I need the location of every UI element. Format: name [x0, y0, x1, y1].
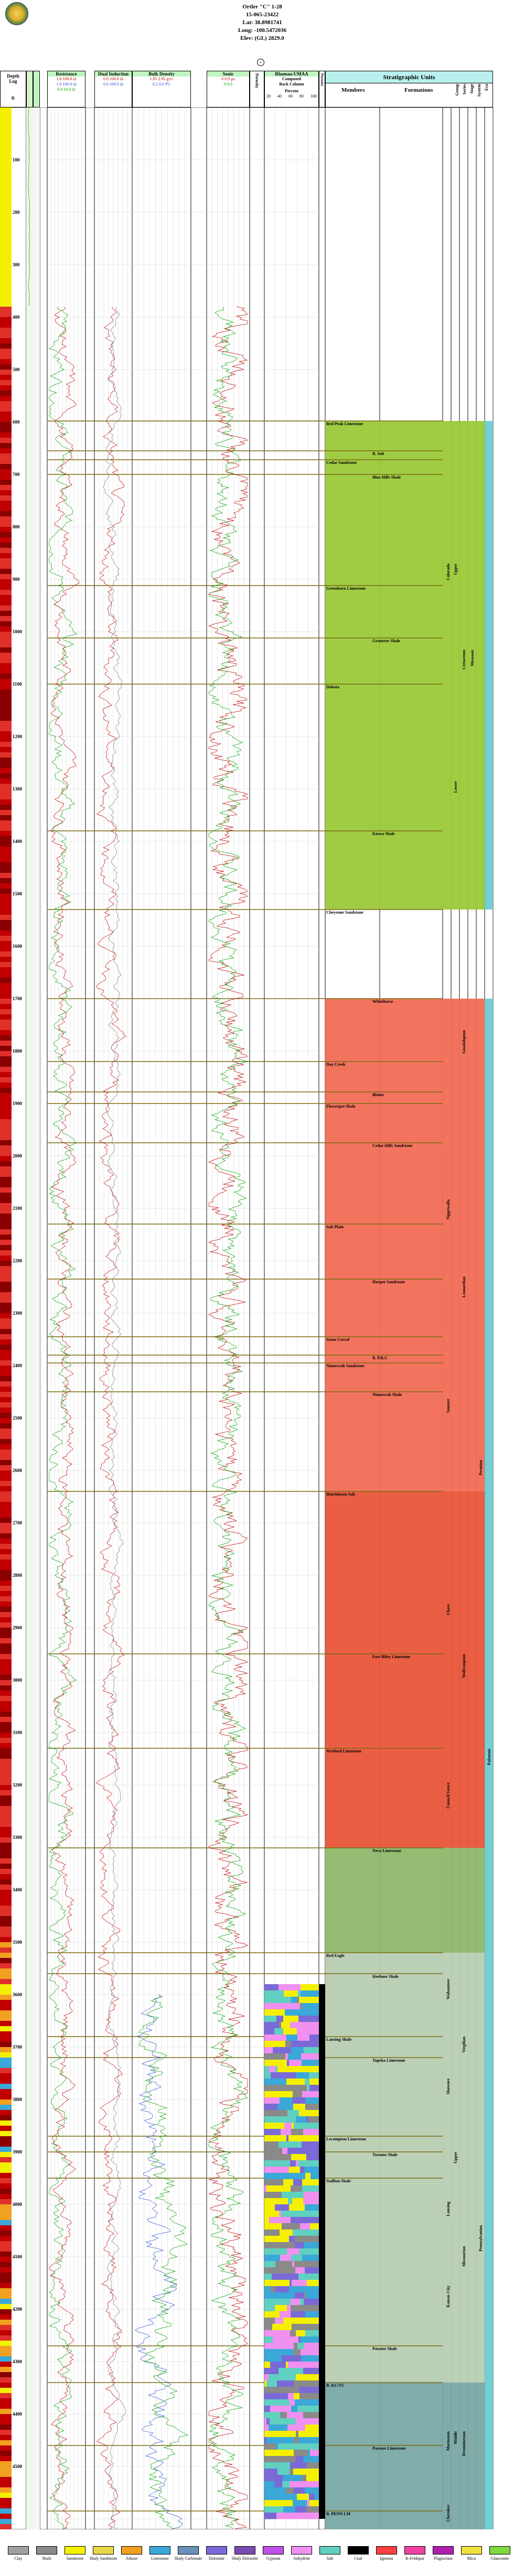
group-label: Kansas City — [446, 2286, 451, 2308]
legend-item — [372, 2546, 401, 2561]
resistance-header: Resistance 1.0 100.0 Ω 1.0 100.0 Ω 0.0 10.0 Ω — [47, 71, 85, 107]
legend-label: Plagioclase — [433, 2556, 453, 2561]
legend-swatch — [291, 2546, 312, 2555]
members-label: Members — [341, 87, 365, 93]
formation-label: Cedar Hills Sandstone — [372, 1143, 413, 1148]
formation-label: Ninnescah Shale — [372, 1392, 402, 1397]
legend-swatch — [461, 2546, 482, 2555]
legend-label: Dolomite — [208, 2556, 225, 2561]
group-label: Nippewalla — [446, 1199, 451, 1220]
well-elev: Elev: (GL) 2829.0 — [240, 35, 284, 41]
legend-item — [344, 2546, 372, 2561]
formation-label: B. PENN LM — [326, 2512, 350, 2516]
group-label: Leonardian — [462, 1276, 466, 1298]
rank-stage: Stage — [469, 84, 474, 94]
log-title: Log — [9, 79, 17, 84]
legend-swatch — [319, 2546, 340, 2555]
depth-unit: ft — [12, 95, 15, 101]
legend-label: Sandstone — [66, 2556, 84, 2561]
depth-tick-label: 4400 — [13, 2411, 22, 2417]
formation-label: Whitehorse — [372, 999, 393, 1004]
depth-tick-label: 4100 — [13, 2254, 22, 2259]
formation-label: Flowerpot Shale — [326, 1104, 356, 1109]
porosity-title: Porosity — [254, 73, 260, 89]
legend-label: Shaly Dolomite — [231, 2556, 259, 2561]
formation-label: Neva Limestone — [372, 1848, 401, 1853]
well-lat: Lat: 38.8981741 — [242, 19, 282, 26]
formation-label: B. P.R.C — [372, 1356, 388, 1360]
group-label: Lansing — [446, 2202, 451, 2216]
depth-tick-label: 100 — [13, 157, 20, 163]
rank-era: Era — [484, 84, 489, 91]
legend-item — [202, 2546, 231, 2561]
depth-tick-label: 200 — [13, 210, 20, 215]
legend-swatch — [121, 2546, 142, 2555]
formation-label: Ninnescah Sandstone — [326, 1363, 365, 1368]
depth-title: Depth — [7, 73, 19, 79]
formation-label: Blue Hills Shale — [372, 475, 401, 480]
rhomaa-scale-title: Percent — [284, 89, 299, 93]
depth-tick-label: 500 — [13, 367, 20, 372]
depth-tick-label: 3000 — [13, 1677, 22, 1683]
strat-labels — [0, 107, 514, 2529]
bulk-density-title: Bulk Density — [133, 71, 190, 77]
depth-tick-label: 3500 — [13, 1940, 22, 1945]
formation-label: B. Salt — [372, 451, 384, 456]
depth-tick-label: 3900 — [13, 2149, 22, 2155]
group-label: Sumner — [446, 1398, 451, 1413]
legend-item — [231, 2546, 259, 2561]
depth-tick-label: 700 — [13, 472, 20, 477]
legend-label: Coal — [354, 2556, 362, 2561]
legend-label: Clay — [14, 2556, 23, 2561]
group-label: Cherokee — [446, 2504, 451, 2522]
formation-label: Salt Plain — [326, 1225, 344, 1229]
depth-tick-label: 2400 — [13, 1363, 22, 1368]
formation-label: B. KC/TS — [326, 2383, 344, 2388]
legend-item — [4, 2546, 33, 2561]
depth-tick-label: 2200 — [13, 1258, 22, 1263]
legend-item — [174, 2546, 202, 2561]
legend-label: Glauconite — [490, 2556, 509, 2561]
formation-label: Blaine — [372, 1092, 384, 1097]
legend-item — [146, 2546, 174, 2561]
rank-group: Group — [455, 84, 459, 96]
depth-tick-label: 1600 — [13, 944, 22, 949]
well-info — [189, 3, 336, 42]
legend-item — [61, 2546, 89, 2561]
legend-label: Shaly Sandstone — [89, 2556, 117, 2561]
strat-title: Stratigraphic Units — [326, 71, 492, 83]
legend-item — [259, 2546, 287, 2561]
porosity-col-header: Porosity — [319, 71, 325, 107]
depth-tick-label: 3300 — [13, 1835, 22, 1840]
legend-swatch — [36, 2546, 57, 2555]
legend-label: Igneous — [380, 2556, 393, 2561]
formation-label: Greenhorn Limestone — [326, 586, 366, 591]
legend-swatch — [234, 2546, 255, 2555]
legend-swatch — [149, 2546, 170, 2555]
formation-label: Wreford Limestone — [326, 1749, 362, 1754]
depth-tick-label: 400 — [13, 315, 20, 320]
formation-label: Graneros Shale — [372, 638, 400, 643]
group-label: Upper — [453, 564, 458, 575]
formation-label: Red Eagle — [326, 1953, 345, 1958]
legend-swatch — [93, 2546, 114, 2555]
legend-swatch — [206, 2546, 227, 2555]
depth-tick-label: 3600 — [13, 1992, 22, 1997]
formation-label: Day Creek — [326, 1062, 346, 1067]
group-label: Pennsylvanian — [478, 2225, 483, 2252]
depth-tick-label: 3100 — [13, 1730, 22, 1735]
group-label: Cretaceous — [462, 650, 466, 670]
group-label: Mesozoic — [470, 650, 475, 666]
group-label: Shawnee — [446, 2079, 451, 2095]
legend-item — [429, 2546, 457, 2561]
cal-strip-header — [33, 71, 40, 107]
formation-label: Lansing Shale — [326, 2037, 352, 2042]
formation-label: Stone Corral — [326, 1337, 350, 1342]
depth-tick-label: 300 — [13, 262, 20, 267]
group-label: Council Grove — [446, 1782, 451, 1809]
kgs-logo — [5, 2, 28, 25]
formation-label: Harper Sandstone — [372, 1280, 405, 1284]
formation-label: Lecompton Limestone — [326, 2137, 367, 2141]
group-label: Desmoinesian — [462, 2431, 466, 2456]
legend-swatch — [8, 2546, 29, 2555]
depth-tick-label: 2600 — [13, 1468, 22, 1473]
depth-tick-label: 1900 — [13, 1101, 22, 1106]
depth-tick-label: 2900 — [13, 1625, 22, 1630]
bulk-density-header: Bulk Density 1.95 2.95 g/cc 0.2 0.0 PU — [132, 71, 191, 107]
depth-tick-label: 1000 — [13, 629, 22, 634]
group-label: Upper — [453, 2152, 458, 2163]
porosity-header — [250, 71, 264, 107]
formation-label: Pawnee Limestone — [372, 2446, 406, 2451]
depth-tick-label: 3200 — [13, 1782, 22, 1788]
depth-tick-label: 2800 — [13, 1573, 22, 1578]
legend-item — [89, 2546, 117, 2561]
depth-tick-label: 1800 — [13, 1048, 22, 1054]
depth-tick-label: 1300 — [13, 786, 22, 792]
sonic-title: Sonic — [207, 71, 249, 77]
gr-strip-header — [26, 71, 33, 107]
depth-tick-label: 600 — [13, 419, 20, 425]
depth-tick-label: 3700 — [13, 2044, 22, 2050]
formation-label: Fort Riley Limestone — [372, 1654, 411, 1659]
group-label: Colorado — [446, 564, 451, 580]
depth-tick-label: 2700 — [13, 1520, 22, 1525]
depth-tick-label: 900 — [13, 577, 20, 582]
legend-label: Gypsum — [266, 2556, 281, 2561]
legend-label: Shaly Carbonate — [174, 2556, 202, 2561]
legend-item — [316, 2546, 344, 2561]
legend-item — [287, 2546, 316, 2561]
depth-tick-label: 4300 — [13, 2359, 22, 2364]
group-label: Paleozoic — [487, 1748, 491, 1765]
legend-item — [33, 2546, 61, 2561]
formation-label: Cedar Sandstone — [326, 460, 357, 465]
rhomaa-umaa-header: Rhomaa-UMAA Computed Rock Column Percent 20 40 60 80 100 — [264, 71, 319, 107]
well-name: Ortler "C" 1-28 — [242, 4, 282, 10]
formation-label: Red Peak Limestone — [326, 421, 363, 426]
rank-system: System — [477, 84, 481, 97]
resistance-title: Resistance — [48, 71, 85, 77]
legend-swatch — [263, 2546, 284, 2555]
dual-induction-header: Dual Induction 0.0 100.0 Ω 0.0 100.0 Ω — [94, 71, 132, 107]
legend-label: Mica — [467, 2556, 476, 2561]
formation-label: Topeka Limestone — [372, 2058, 405, 2063]
legend-label: Arkose — [125, 2556, 138, 2561]
group-label: Wolfcampian — [462, 1654, 466, 1678]
group-label: Wabaunsee — [446, 1979, 451, 2000]
formation-label: Kiowa Shale — [372, 831, 395, 836]
group-label: Marmaton — [446, 2431, 451, 2451]
rhomaa-umaa-title: Rhomaa-UMAA — [265, 71, 318, 77]
group-label: Chase — [446, 1604, 451, 1615]
group-label: Lower — [453, 781, 458, 793]
group-label: Permian — [478, 1460, 483, 1476]
group-label: Guadalupian — [462, 1030, 466, 1054]
legend-swatch — [404, 2546, 425, 2555]
rank-series: Series — [462, 84, 467, 95]
legend-swatch — [348, 2546, 369, 2555]
formations-label: Formations — [404, 87, 433, 93]
legend-swatch — [489, 2546, 510, 2555]
legend-label: Shale — [42, 2556, 51, 2561]
formation-label: Dakota — [326, 685, 339, 689]
legend-item — [401, 2546, 429, 2561]
depth-tick-label: 1200 — [13, 734, 22, 739]
depth-tick-label: 3800 — [13, 2097, 22, 2102]
depth-tick-label: 4500 — [13, 2464, 22, 2469]
group-label: Missourian — [462, 2246, 466, 2267]
well-long: Long: -100.5472036 — [238, 27, 287, 34]
legend-swatch — [376, 2546, 397, 2555]
depth-tick-label: 800 — [13, 524, 20, 529]
compass-icon: + — [257, 59, 264, 66]
legend-label: Anhydrite — [293, 2556, 310, 2561]
rhomaa-sub-rock: Rock Column — [279, 82, 304, 86]
legend-item — [457, 2546, 486, 2561]
formation-label: Hutchinson Salt — [326, 1492, 355, 1497]
rhomaa-sub-computed: Computed — [282, 77, 301, 81]
group-label: Middle — [453, 2431, 458, 2444]
log-header — [0, 0, 514, 71]
legend-label: Limestone — [151, 2556, 169, 2561]
formation-label: Toronto Shale — [372, 2152, 398, 2157]
strat-units-header — [325, 71, 493, 107]
depth-tick-label: 2000 — [13, 1153, 22, 1159]
legend-item — [486, 2546, 514, 2561]
lithology-legend — [0, 2535, 514, 2576]
depth-tick-label: 1100 — [13, 681, 22, 687]
depth-tick-label: 2300 — [13, 1311, 22, 1316]
depth-tick-label: 3400 — [13, 1887, 22, 1892]
dual-induction-title: Dual Induction — [95, 71, 132, 77]
well-api: 15-065-23422 — [245, 12, 279, 18]
group-label: Virgilian — [462, 2037, 466, 2053]
legend-swatch — [433, 2546, 454, 2555]
formation-label: Cheyenne Sandstone — [326, 910, 363, 915]
formation-label: Pawnee Shale — [372, 2346, 397, 2351]
legend-swatch — [65, 2546, 85, 2555]
depth-tick-label: 1400 — [13, 839, 22, 844]
depth-tick-label: 2500 — [13, 1415, 22, 1421]
sonic-header: Sonic 0 0.9 µs 0 0.9 — [207, 71, 250, 107]
legend-label: Salt — [326, 2556, 334, 2561]
depth-tick-label: 2100 — [13, 1206, 22, 1211]
depth-tick-label: 4200 — [13, 2307, 22, 2312]
depth-tick-label: 1700 — [13, 996, 22, 1001]
legend-swatch — [178, 2546, 199, 2555]
formation-label: Stallion Shale — [326, 2179, 351, 2183]
legend-label: K-Feldspar — [405, 2556, 424, 2561]
legend-item — [117, 2546, 146, 2561]
formation-label: Heebner Shale — [372, 1974, 399, 1979]
depth-tick-label: 1500 — [13, 891, 22, 896]
depth-log-header — [0, 71, 26, 107]
depth-tick-label: 4000 — [13, 2202, 22, 2207]
